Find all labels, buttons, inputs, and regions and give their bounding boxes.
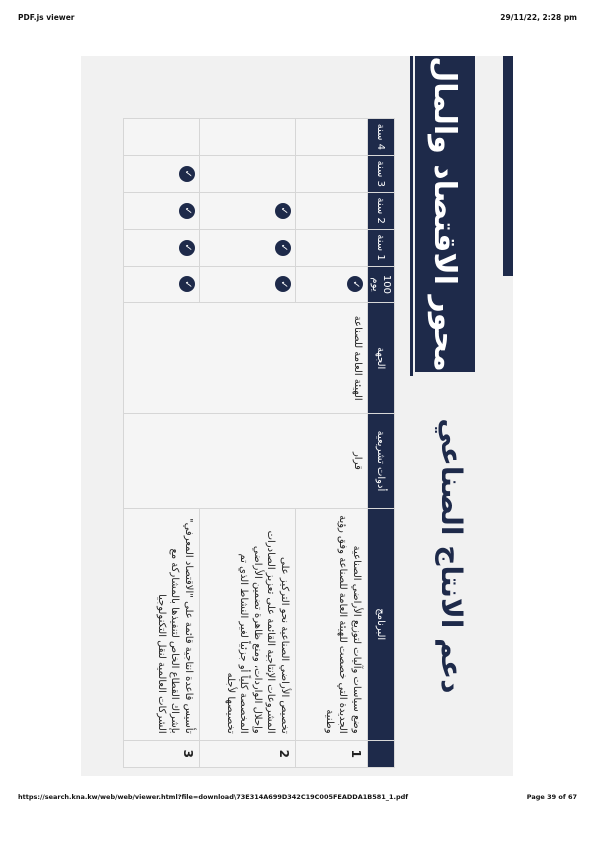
header-entity: الجهة bbox=[368, 303, 395, 414]
timeline-cell bbox=[124, 266, 200, 303]
timeline-cell bbox=[124, 119, 200, 156]
timeline-cell bbox=[124, 192, 200, 229]
legislative-tool: قرار bbox=[124, 414, 368, 509]
header-program: البرنامج bbox=[368, 508, 395, 740]
header-100-days: 100 يوم bbox=[368, 266, 395, 303]
responsible-entity: الهيئة العامة للصناعة bbox=[124, 303, 368, 414]
program-text: وضع سياسات وآليات لتوزيع الأراضي الصناعية الجديدة التي خصصت للهيئة العامة للصناعة وفق رؤية وطنية bbox=[296, 508, 368, 740]
table-header-row bbox=[368, 119, 395, 768]
rotated-slide bbox=[81, 56, 513, 776]
timeline-cell bbox=[296, 192, 368, 229]
pdf-page bbox=[81, 56, 513, 776]
timeline-cell bbox=[296, 119, 368, 156]
title-underline bbox=[410, 56, 413, 376]
row-number: 2 bbox=[200, 740, 296, 767]
program-text: تأسيس قاعدة انتاجية قائمة على "الاقتصاد المعرفي" بإشراك القطاع الخاص لتنفيذها بالمشاركة مع الشركات العالمية لنقل التكنولوجيا bbox=[124, 508, 200, 740]
slide-subtitle: دعم الانتاج الصناعي bbox=[435, 418, 468, 694]
header-tool: أدوات تشريعية bbox=[368, 414, 395, 509]
check-icon: ✓ bbox=[275, 276, 291, 292]
check-icon: ✓ bbox=[275, 203, 291, 219]
header-3-years: 3 سنة bbox=[368, 155, 395, 192]
timeline-cell bbox=[200, 155, 296, 192]
timeline-cell bbox=[124, 155, 200, 192]
header-num bbox=[368, 740, 395, 767]
document-url: https://search.kna.kw/web/web/viewer.html?file=download\73E314A699D342C19C005FEADDA1B581_1.pdf bbox=[18, 793, 409, 801]
timeline-cell bbox=[200, 266, 296, 303]
browser-app-title: PDF.js viewer bbox=[18, 13, 75, 22]
check-icon: ✓ bbox=[179, 276, 195, 292]
decor-bar bbox=[503, 56, 513, 276]
check-icon: ✓ bbox=[275, 240, 291, 256]
check-icon: ✓ bbox=[347, 276, 363, 292]
check-icon: ✓ bbox=[179, 240, 195, 256]
timeline-cell bbox=[200, 229, 296, 266]
timeline-cell bbox=[200, 119, 296, 156]
header-1-year: 1 سنة bbox=[368, 229, 395, 266]
timeline-cell bbox=[296, 155, 368, 192]
header-4-years: 4 سنة bbox=[368, 119, 395, 156]
header-2-years: 2 سنة bbox=[368, 192, 395, 229]
check-icon: ✓ bbox=[179, 203, 195, 219]
print-datetime: 29/11/22, 2:28 pm bbox=[500, 13, 577, 22]
slide-title: محور الاقتصاد والمال bbox=[415, 56, 475, 372]
page-indicator: Page 39 of 67 bbox=[526, 793, 577, 801]
timeline-cell bbox=[296, 266, 368, 303]
program-table bbox=[123, 118, 395, 768]
row-number: 3 bbox=[124, 740, 200, 767]
timeline-cell bbox=[296, 229, 368, 266]
timeline-cell bbox=[200, 192, 296, 229]
check-icon: ✓ bbox=[179, 166, 195, 182]
program-text: تخصيص الأراضي الصناعية نحو التركيز على المشروعات الإنتاجية القائمة على تعزيز الصادرات وإحلال الواردات، ومنع ظاهرة تضمين الأراضي المخصصة كلياً أو جزئياً لغير النشاط الذي تم تخصيصها لأجله bbox=[200, 508, 296, 740]
table-row bbox=[296, 119, 368, 768]
row-number: 1 bbox=[296, 740, 368, 767]
timeline-cell bbox=[124, 229, 200, 266]
